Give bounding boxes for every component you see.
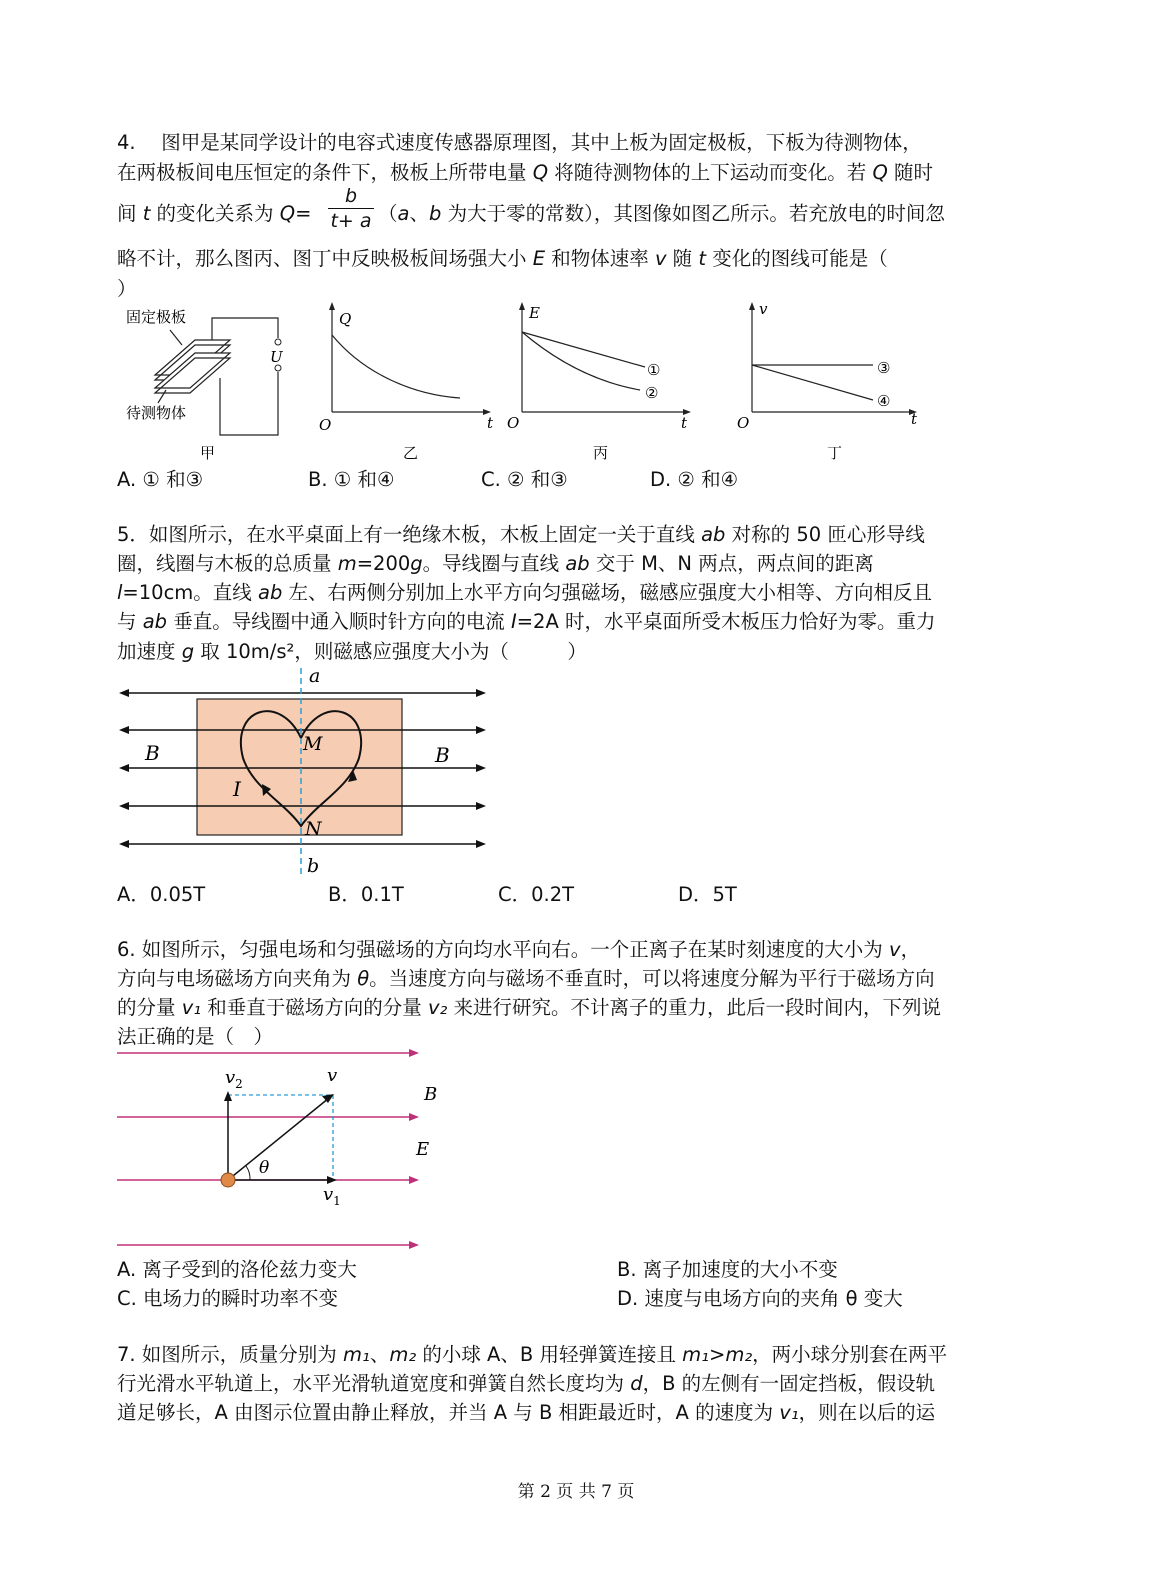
- fraction-bar: [328, 208, 374, 209]
- x-label: t: [681, 414, 688, 432]
- fraction-numerator: b: [344, 185, 358, 207]
- q5-line-2: 圈，线圈与木板的总质量 m=200g。导线圈与直线 ab 交于 M、N 两点，两点间的距离: [117, 552, 874, 575]
- q4-option-b[interactable]: B. ① 和④: [308, 468, 395, 491]
- marker-3: ③: [877, 359, 891, 377]
- label-I: I: [233, 777, 241, 801]
- q6-line-1: 6. 如图所示，匀强电场和匀强磁场的方向均水平向右。一个正离子在某时刻速度的大小为 v，: [117, 938, 921, 961]
- q4-fraction: [328, 185, 374, 232]
- label-N: N: [305, 818, 322, 840]
- q4-line-3b: （a、b 为大于零的常数），其图像如图乙所示。若充放电的时间忽: [378, 202, 945, 225]
- y-arrow: [329, 302, 335, 310]
- q7-line-1: 7. 如图所示，质量分别为 m₁、m₂ 的小球 A、B 用轻弹簧连接且 m₁>m₂，两小球分别套在两平: [117, 1343, 948, 1366]
- fixed-plate-label: 固定极板: [126, 308, 187, 326]
- y-label: E: [529, 304, 540, 322]
- line-4: [752, 365, 873, 400]
- y-label: v: [759, 300, 768, 318]
- positive-ion: [221, 1173, 235, 1187]
- q6-line-3: 的分量 v₁ 和垂直于磁场方向的分量 v₂ 来进行研究。不计离子的重力，此后一段时间内，下列说: [117, 996, 942, 1019]
- q5-line-3: l=10cm。直线 ab 左、右两侧分别加上水平方向匀强磁场，磁感应强度大小相等、方向相反且: [117, 581, 933, 604]
- origin-label: O: [319, 416, 332, 434]
- q6-line-2: 方向与电场磁场方向夹角为 θ。当速度方向与磁场不垂直时，可以将速度分解为平行于磁场方向: [117, 967, 935, 990]
- x-label: t: [487, 414, 494, 432]
- q5-option-d[interactable]: D．5T: [678, 883, 737, 906]
- label-B-left: B: [145, 741, 160, 765]
- q4-line-5: ）: [117, 277, 137, 300]
- q6-line-4: 法正确的是（ ）: [117, 1025, 274, 1048]
- label-v: v: [327, 1065, 338, 1086]
- q6-option-c[interactable]: C. 电场力的瞬时功率不变: [117, 1287, 339, 1310]
- caption-bing: 丙: [593, 444, 609, 462]
- measured-object-label: 待测物体: [126, 404, 187, 422]
- origin-label: O: [507, 414, 520, 432]
- q4-line-4: 略不计，那么图丙、图丁中反映极板间场强大小 E 和物体速率 v 随 t 变化的图线可能是（: [117, 247, 888, 270]
- label-E: E: [416, 1139, 430, 1160]
- v2-arrowhead: [224, 1091, 232, 1101]
- caption-jia: 甲: [200, 444, 216, 462]
- q6-option-a[interactable]: A. 离子受到的洛伦兹力变大: [117, 1258, 357, 1281]
- marker-1: ①: [647, 361, 661, 379]
- bottom-wire: [220, 372, 278, 435]
- q5-line-4: 与 ab 垂直。导线圈中通入顺时针方向的电流 I=2A 时，水平桌面所受木板压力恰好为零。重力: [117, 610, 936, 633]
- q4-figure-ding: [735, 300, 935, 460]
- q4-figure-jia: [120, 300, 290, 460]
- x-label: t: [911, 410, 918, 428]
- top-label-leader: [170, 330, 182, 345]
- theta-arc: [246, 1166, 250, 1180]
- label-a: a: [309, 665, 321, 687]
- label-v1: $v_1$: [323, 1184, 341, 1208]
- q4-line-2: 在两极板间电压恒定的条件下，极板上所带电量 Q 将随待测物体的上下运动而变化。若 Q 随时: [117, 161, 934, 184]
- wooden-board: [197, 699, 402, 835]
- q6-figure: [115, 1045, 445, 1250]
- q6-option-d[interactable]: D. 速度与电场方向的夹角 θ 变大: [617, 1287, 903, 1310]
- velocity-vectors: [228, 1098, 329, 1180]
- q7-line-2: 行光滑水平轨道上，水平光滑轨道宽度和弹簧自然长度均为 d，B 的左侧有一固定挡板，假设轨: [117, 1372, 936, 1395]
- q4-line-1: 4. 图甲是某同学设计的电容式速度传感器原理图，其中上板为固定极板，下板为待测物体，: [117, 131, 922, 154]
- v1-arrowhead: [327, 1176, 337, 1184]
- q5-option-a[interactable]: A．0.05T: [117, 883, 206, 906]
- label-v2: $v_2$: [225, 1067, 243, 1091]
- marker-2: ②: [645, 384, 659, 402]
- caption-yi: 乙: [403, 444, 419, 462]
- label-b: b: [307, 855, 320, 877]
- label-B: B: [424, 1084, 438, 1105]
- q4-option-c[interactable]: C. ② 和③: [481, 468, 568, 491]
- q-curve: [332, 335, 460, 398]
- q5-line-1: 5．如图所示，在水平桌面上有一绝缘木板，木板上固定一关于直线 ab 对称的 50 匝心形导线: [117, 523, 925, 546]
- marker-4: ④: [877, 392, 891, 410]
- fraction-denominator: t+ a: [330, 210, 372, 232]
- q4-option-d[interactable]: D. ② 和④: [650, 468, 739, 491]
- bottom-label-leader: [158, 390, 166, 403]
- label-B-right: B: [435, 743, 450, 767]
- q7-line-3: 道足够长，A 由图示位置由静止释放，并当 A 与 B 相距最近时，A 的速度为 v₁，则在以后的运: [117, 1401, 936, 1424]
- line-1: [522, 332, 645, 367]
- voltage-label: U: [270, 348, 283, 366]
- q4-line-3a: 间 t 的变化关系为 Q=: [117, 202, 312, 225]
- y-arrow: [519, 302, 525, 310]
- label-theta: θ: [259, 1158, 270, 1178]
- q6-option-b[interactable]: B. 离子加速度的大小不变: [617, 1258, 838, 1281]
- q4-option-a[interactable]: A. ① 和③: [117, 468, 204, 491]
- q5-option-c[interactable]: C．0.2T: [498, 883, 575, 906]
- q5-line-5: 加速度 g 取 10m/s²，则磁感应强度大小为（ ）: [117, 640, 587, 663]
- label-M: M: [303, 733, 323, 755]
- q5-figure: [115, 665, 495, 878]
- q4-figure-yi: [315, 300, 495, 460]
- terminal-top: [275, 339, 281, 345]
- caption-ding: 丁: [827, 444, 843, 462]
- y-arrow: [749, 302, 755, 310]
- y-label: Q: [339, 310, 352, 328]
- page-footer: 第 2 页 共 7 页: [517, 1482, 635, 1502]
- q4-figure-bing: [505, 300, 705, 460]
- origin-label: O: [737, 414, 750, 432]
- top-wire: [212, 318, 278, 340]
- q5-option-b[interactable]: B．0.1T: [328, 883, 404, 906]
